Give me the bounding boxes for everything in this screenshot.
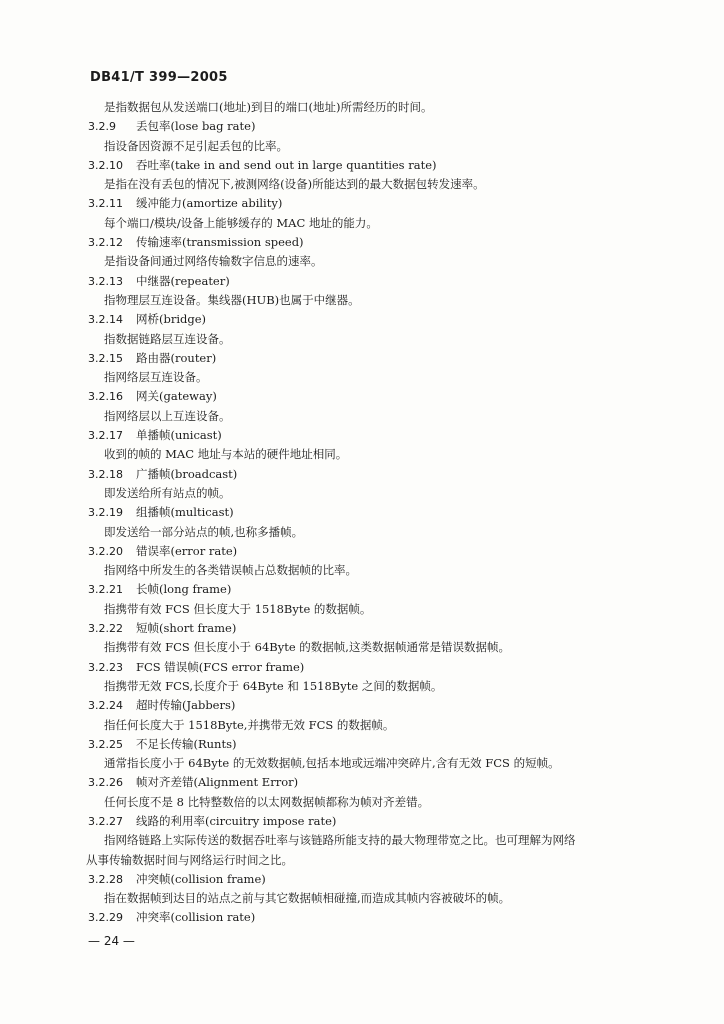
term-definition: 收到的帧的 MAC 地址与本站的硬件地址相同。 — [104, 447, 348, 462]
page-number: — 24 — — [88, 934, 135, 948]
term-heading — [0, 349, 724, 368]
term-heading — [0, 735, 724, 754]
term-number: 3.2.19 — [88, 506, 123, 520]
term-definition: 通常指长度小于 64Byte 的无效数据帧,包括本地或远端冲突碎片,含有无效 FCS 的短帧。 — [104, 756, 560, 771]
term-heading — [0, 658, 724, 677]
term-heading — [0, 503, 724, 522]
term-heading — [0, 542, 724, 561]
term-heading — [0, 387, 724, 406]
term-number: 3.2.20 — [88, 544, 123, 558]
term-title: 不足长传输(Runts) — [136, 736, 237, 751]
term-definition: 指网络层互连设备。 — [104, 370, 208, 385]
term-heading — [0, 465, 724, 484]
term-title: 长帧(long frame) — [136, 582, 232, 597]
term-heading — [0, 812, 724, 831]
term-title: 传输速率(transmission speed) — [136, 235, 304, 250]
term-definition: 指在数据帧到达目的站点之前与其它数据帧相碰撞,而造成其帧内容被破坏的帧。 — [104, 891, 511, 906]
term-number: 3.2.22 — [88, 622, 123, 636]
term-number: 3.2.11 — [88, 197, 123, 211]
term-heading — [0, 272, 724, 291]
term-heading — [0, 310, 724, 329]
term-number: 3.2.24 — [88, 699, 123, 713]
term-title: 路由器(router) — [136, 350, 217, 365]
term-heading — [0, 870, 724, 889]
term-definition: 即发送给一部分站点的帧,也称多播帧。 — [104, 524, 304, 539]
term-number: 3.2.12 — [88, 236, 123, 250]
term-title: 广播帧(broadcast) — [136, 466, 238, 481]
term-definition: 即发送给所有站点的帧。 — [104, 485, 231, 500]
term-heading — [0, 194, 724, 213]
term-title: 错误率(error rate) — [136, 543, 238, 558]
term-number: 3.2.28 — [88, 872, 123, 886]
term-heading — [0, 773, 724, 792]
term-title: 线路的利用率(circuitry impose rate) — [136, 813, 337, 828]
term-heading — [0, 696, 724, 715]
term-number: 3.2.27 — [88, 814, 123, 828]
term-heading — [0, 426, 724, 445]
terms-list — [0, 98, 724, 928]
term-number: 3.2.9 — [88, 120, 116, 134]
document-header: DB41/T 399—2005 — [90, 70, 228, 85]
term-number: 3.2.15 — [88, 351, 123, 365]
term-definition: 指网络层以上互连设备。 — [104, 408, 231, 423]
term-definition: 是指设备间通过网络传输数字信息的速率。 — [104, 254, 323, 269]
intro-definition: 是指数据包从发送端口(地址)到目的端口(地址)所需经历的时间。 — [104, 100, 433, 114]
term-title: 冲突帧(collision frame) — [136, 871, 266, 886]
term-title: 单播帧(unicast) — [136, 428, 222, 443]
term-title: 网关(gateway) — [136, 389, 217, 404]
term-title: 组播帧(multicast) — [136, 505, 234, 520]
term-title: 短帧(short frame) — [136, 621, 237, 636]
term-definition: 从事传输数据时间与网络运行时间之比。 — [86, 852, 293, 867]
term-number: 3.2.13 — [88, 274, 123, 288]
term-number: 3.2.29 — [88, 911, 123, 925]
term-heading — [0, 117, 724, 136]
term-number: 3.2.21 — [88, 583, 123, 597]
term-heading — [0, 233, 724, 252]
term-definition: 指携带有效 FCS 但长度小于 64Byte 的数据帧,这类数据帧通常是错误数据帧。 — [104, 640, 510, 655]
term-number: 3.2.14 — [88, 313, 123, 327]
term-definition: 指设备因资源不足引起丢包的比率。 — [104, 138, 288, 153]
term-definition: 指携带有效 FCS 但长度大于 1518Byte 的数据帧。 — [104, 601, 372, 616]
term-title: 缓冲能力(amortize ability) — [136, 196, 283, 211]
term-title: 网桥(bridge) — [136, 312, 207, 327]
term-heading — [0, 619, 724, 638]
term-title: 丢包率(lose bag rate) — [136, 119, 256, 134]
term-number: 3.2.23 — [88, 660, 123, 674]
term-number: 3.2.18 — [88, 467, 123, 481]
term-number: 3.2.10 — [88, 158, 123, 172]
term-number: 3.2.17 — [88, 429, 123, 443]
term-definition: 指携带无效 FCS,长度介于 64Byte 和 1518Byte 之间的数据帧。 — [104, 678, 443, 693]
term-definition: 指任何长度大于 1518Byte,并携带无效 FCS 的数据帧。 — [104, 717, 395, 732]
term-number: 3.2.26 — [88, 776, 123, 790]
term-heading — [0, 580, 724, 599]
term-title: 帧对齐差错(Alignment Error) — [136, 775, 299, 790]
term-title: 超时传输(Jabbers) — [136, 698, 236, 713]
term-number: 3.2.25 — [88, 737, 123, 751]
term-definition: 指网络链路上实际传送的数据吞吐率与该链路所能支持的最大物理带宽之比。也可理解为网络 — [104, 833, 576, 848]
term-definition: 是指在没有丢包的情况下,被测网络(设备)所能达到的最大数据包转发速率。 — [104, 177, 485, 192]
term-heading — [0, 908, 724, 927]
term-title: FCS 错误帧(FCS error frame) — [136, 659, 305, 674]
term-definition: 任何长度不是 8 比特整数倍的以太网数据帧都称为帧对齐差错。 — [104, 794, 430, 809]
term-number: 3.2.16 — [88, 390, 123, 404]
term-definition: 每个端口/模块/设备上能够缓存的 MAC 地址的能力。 — [104, 215, 378, 230]
term-definition: 指物理层互连设备。集线器(HUB)也属于中继器。 — [104, 292, 360, 307]
term-title: 中继器(repeater) — [136, 273, 230, 288]
term-heading — [0, 156, 724, 175]
term-title: 冲突率(collision rate) — [136, 910, 256, 925]
term-definition: 指数据链路层互连设备。 — [104, 331, 231, 346]
term-title: 吞吐率(take in and send out in large quantities rate) — [136, 157, 437, 172]
term-definition: 指网络中所发生的各类错误帧占总数据帧的比率。 — [104, 563, 357, 578]
